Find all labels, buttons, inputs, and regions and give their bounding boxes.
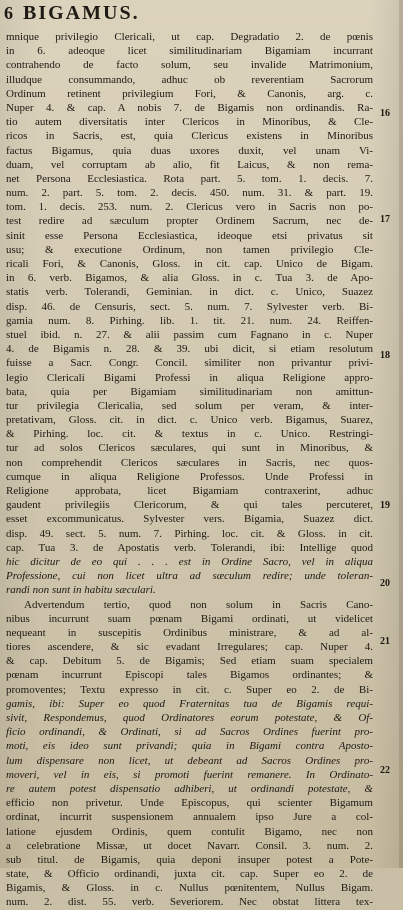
text-line: ricos in Sacris, est, quia Clericus existens in Minoribus <box>6 130 373 143</box>
text-line: disp. 46. de Censuris, sect. 5. num. 7. Sylvester verb. Bi- <box>6 300 373 313</box>
text-line: tiores ascendere, & sic evadant Irregulares; cap. Nuper 4. <box>6 641 373 654</box>
text-line: cap. Tua 3. de Apostatis verb. Tolerandi, ibi: Intellige quod <box>6 541 373 554</box>
text-line: test redire ad sæculum propter Ordinem Sacrum, nec de- <box>6 215 373 228</box>
text-line: disp. 49. sect. 5. num. 7. Pirhing. loc. cit. & Gloss. in cit. <box>6 527 373 540</box>
quotation-line: hic dicitur de eo qui . . . est in Ordine Sacro, vel in aliqua <box>6 555 373 568</box>
text-line: cumque in aliqua Religione Professos. Unde Professi in <box>6 470 373 483</box>
text-line: factus Bigamus, quia duas uxores duxit, vel unam Vi- <box>6 144 373 157</box>
text-line: Religione approbata, licet Bigamiam contraxerint, adhuc <box>6 485 373 497</box>
text-line: legio Clericali Bigami Professi in aliqua Religione appro- <box>6 371 373 384</box>
text-line: tur ad solos Clericos sæculares, qui sunt in Minoribus, & <box>6 442 373 455</box>
text-line: esset excommunicatus. Sylvester vers. Bigamia, Suazez dict. <box>6 513 373 526</box>
text-line: 4. de Bigamis n. 28. & 39. ubi dicit, si etiam resolutum <box>6 343 373 356</box>
margin-note-number: 22 <box>380 765 390 776</box>
text-line: ordinat, incurrit suspensionem annualem ipso Jure a col- <box>6 811 373 824</box>
quotation-line: gamis, ibi: Super eo quod Fraternitas tua de Bigamis requi- <box>6 697 373 710</box>
margin-note-number: 19 <box>380 500 390 511</box>
text-line: efficio non privetur. Unde Episcopus, qui scienter Bigamum <box>6 797 373 810</box>
text-line: pretativam, Gloss. cit. in dict. c. Unico verb. Bigamus, Suarez, <box>6 414 373 427</box>
margin-note-number: 18 <box>380 350 390 361</box>
margin-note-number: 16 <box>380 108 390 119</box>
text-line: Nuper 4. & cap. A nobis 7. de Bigamis non ordinandis. Ra- <box>6 101 373 114</box>
quotation-line: moti, eis ideo sunt privandi; quia in Bigami contra Aposto- <box>6 740 373 753</box>
text-line: a celebratione Missæ, ut docet Navarr. Consil. 3. num. 2. <box>6 839 373 852</box>
margin-note-number: 21 <box>380 636 390 647</box>
quotation-line: sivit, Respondemus, quod Ordinatores eorum potestate, & Of- <box>6 712 373 724</box>
quotation-line: lum dispensare non licet, ut debeant ad Sacros Ordines pro- <box>6 754 373 767</box>
text-line: tio autem diversitatis inter Clericos in Minoribus, & Cle- <box>6 116 373 129</box>
text-line: gamia num. 8. Pirhing. lib. 1. tit. 21. num. 24. Reiffen- <box>6 314 373 327</box>
text-line: & Pirhing. loc. cit. & textus in c. Unico. Restringi- <box>6 428 373 441</box>
text-line: num. 2. dist. 55. verb. Severiorem. Nec obstat littera tex- <box>6 896 373 909</box>
quotation-line: randi non sunt in habitu sæculari. <box>6 584 156 597</box>
quotation-line: re autem potest dispensatio adhiberi, ut ordinandi potestate, & <box>6 782 373 795</box>
text-line: non comprehendit Clericos sæculares in Sacris, nec quos- <box>6 456 373 469</box>
text-line: ricali Fori, & Canonis, Gloss. in cit. cap. Unico de Bigam. <box>6 258 373 270</box>
text-line: net Persona Ecclesiastica. Rota part. 5. tom. 1. decis. 7. <box>6 172 373 185</box>
margin-note-number: 20 <box>380 578 390 589</box>
margin-note-number: 17 <box>380 214 390 225</box>
text-line: & cap. Debitum 5. de Bigamis; Sed etiam suam specialem <box>6 655 373 668</box>
text-line: nibus incurrunt suam pœnam Bigami ordinati, ut videlicet <box>6 612 373 625</box>
text-line: Bigamis, & Gloss. in c. Nullus pœnitentem, Nullus Bigam. <box>6 882 373 895</box>
text-line: num. 2. part. 5. tom. 2. decis. 450. num. 31. & part. 19. <box>6 187 373 200</box>
text-line: stuel ibid. n. 27. & alii passim cum Fagnano in c. Nuper <box>6 328 373 341</box>
paragraph-start-line: Advertendum tertio, quod non solum in Sacris Cano- <box>24 598 373 611</box>
text-line: in 6. verb. Bigamos, & alia Gloss. in c. Tua 3. de Apo- <box>6 272 373 285</box>
page-number: 6 <box>4 3 15 23</box>
text-line: contrahendo de facto solum, seu invalide Matrimonium, <box>6 59 373 72</box>
text-line: illudque consummando, adhuc ob reverentiam Sacrorum <box>6 73 373 86</box>
text-line: sinit esse Persona Ecclesiastica, ideoque etsi privatus sit <box>6 229 373 242</box>
text-line: promoventes; Textu expresso in cit. c. Super eo 2. de Bi- <box>6 683 373 696</box>
quotation-line: ficio ordinandi, & Ordinati, si ad Sacros Ordines fuerint pro- <box>6 726 373 739</box>
text-line: pœnam incurrunt Episcopi tales Bigamos ordinantes; & <box>6 669 373 682</box>
text-line: state, & Officio ordinandi, juxta cit. cap. Super eo 2. de <box>6 868 373 881</box>
text-line: in 6. adeoque licet similitudinariam Bigamiam incurrant <box>6 45 373 58</box>
text-line: mnique privilegio Clericali, ut cap. Degradatio 2. de pœnis <box>6 31 373 43</box>
text-line: sub titul. de Bigamis, quia deponi insuper potest a Pote- <box>6 853 373 866</box>
running-head <box>4 2 140 30</box>
text-line: usu; & executione Ordinum, non tamen privilegio Cle- <box>6 243 373 256</box>
quotation-line: moveri, vel in eis, si promoti fuerint remanere. In Ordinato- <box>6 768 373 781</box>
text-line: duam, vel corruptam ab alio, fit Laicus, & non rema- <box>6 158 373 171</box>
text-line: latione ejusdem Ordinis, quem contulit Bigamo, nec non <box>6 825 373 838</box>
text-line: nequeant in suscepitis Ordinibus ministrare, & ad al- <box>6 626 373 639</box>
text-column <box>6 30 373 909</box>
text-line: Ordinum retinent privilegium Fori, & Canonis, arg. c. <box>6 87 373 100</box>
text-line: tom. 1. decis. 253. num. 2. Clericus vero in Sacris non po- <box>6 201 373 214</box>
text-line: fuisse a Sacr. Congr. Concil. similiter non privantur privi- <box>6 357 373 370</box>
text-line: statis verb. Tolerandi, Geminian. in dict. c. Unico, Suazez <box>6 286 373 299</box>
margin-notes <box>380 30 402 864</box>
running-title: BIGAMUS. <box>23 2 140 24</box>
quotation-line: Professione, cui non licet ultra ad sæculum redire; unde toleran- <box>6 570 373 583</box>
text-line: bata, quia per Bigamiam similitudinariam non amittun- <box>6 385 373 398</box>
text-line: gaudent privilegiis Clericorum, & qui tales percuteret, <box>6 499 373 512</box>
text-line: tur privilegia Clericalia, sed solum per veram, & inter- <box>6 399 373 412</box>
